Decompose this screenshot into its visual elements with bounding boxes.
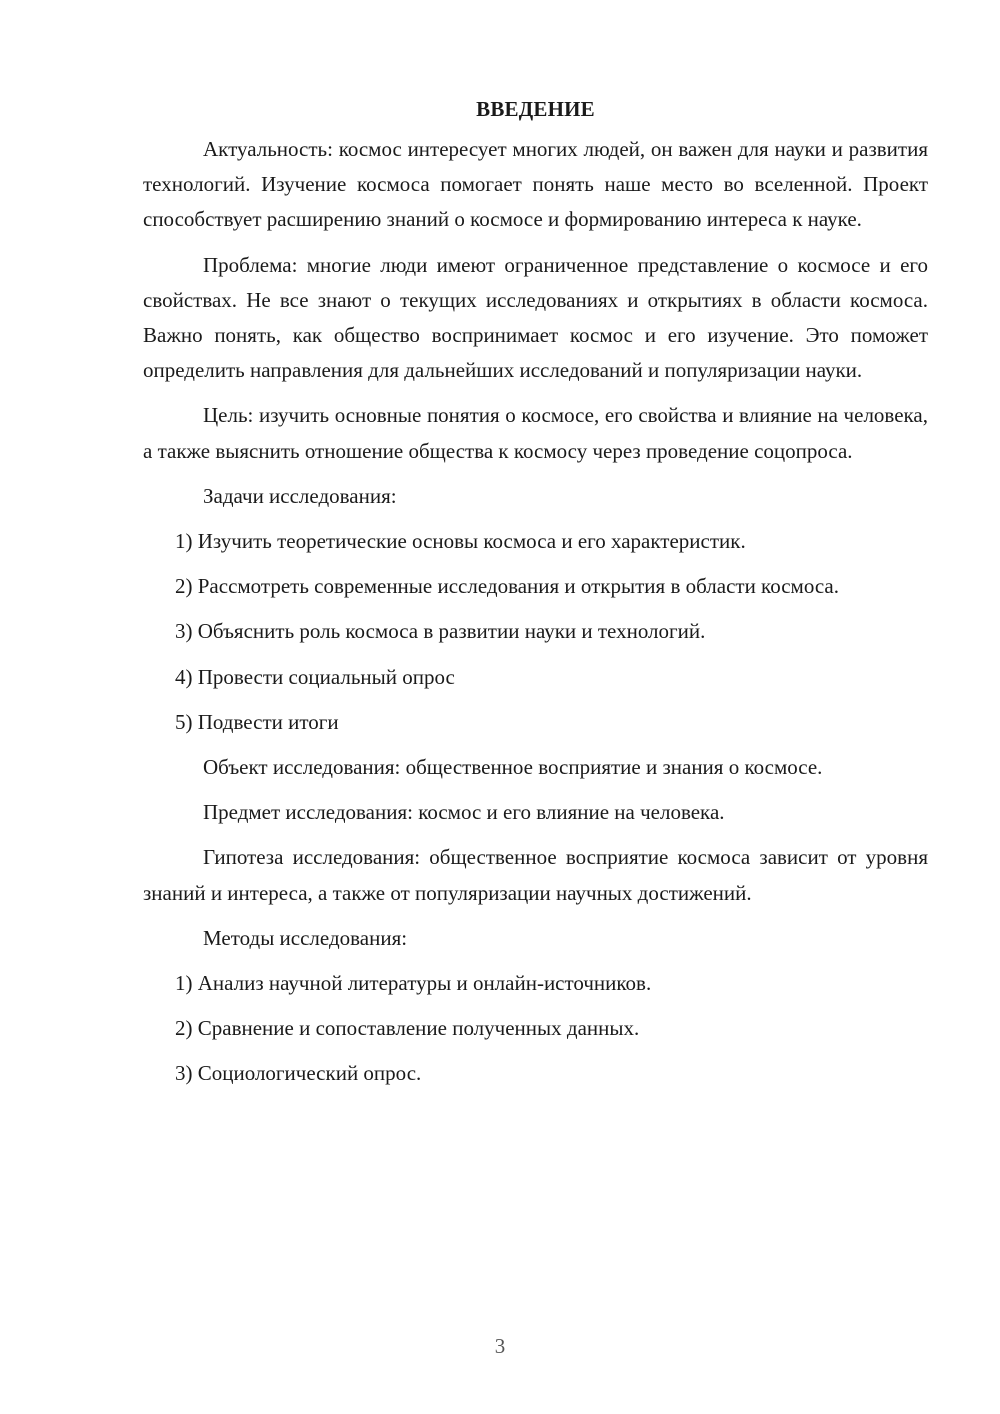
methods-heading: Методы исследования: (203, 925, 408, 950)
problem-paragraph: Проблема: многие люди имеют ограниченное представление о космосе и его свойствах. Не все знают о текущих исследованиях и открытиях в области космоса. Важно понять, как общество воспринимает космос и его изучение. Это поможет определить направления для дальнейших исследований и популяризации науки. (143, 252, 928, 383)
method-item: 1) Анализ научной литературы и онлайн-источников. (175, 971, 652, 996)
relevance-paragraph: Актуальность: космос интересует многих людей, он важен для науки и развития технологий. Изучение космоса помогает понять наше место во вселенной. Проект способствует расширению знаний о космосе и формированию интереса к науке. (143, 137, 928, 232)
tasks-heading: Задачи исследования: (203, 483, 397, 508)
method-item: 3) Социологический опрос. (175, 1061, 422, 1086)
goal-paragraph: Цель: изучить основные понятия о космосе, его свойства и влияние на человека, а также выяснить отношение общества к космосу через проведение соцопроса. (143, 403, 928, 463)
task-item: 4) Провести социальный опрос (175, 664, 455, 689)
task-item: 3) Объяснить роль космоса в развитии науки и технологий. (175, 619, 706, 644)
document-page (143, 92, 928, 1102)
task-item: 2) Рассмотреть современные исследования и открытия в области космоса. (175, 574, 839, 599)
object-paragraph: Объект исследования: общественное восприятие и знания о космосе. (203, 755, 823, 780)
page-number: 3 (494, 1334, 506, 1358)
section-heading: ВВЕДЕНИЕ (476, 97, 595, 121)
task-item: 5) Подвести итоги (175, 709, 339, 734)
method-item: 2) Сравнение и сопоставление полученных данных. (175, 1016, 640, 1041)
subject-paragraph: Предмет исследования: космос и его влияние на человека. (203, 800, 725, 825)
hypothesis-paragraph: Гипотеза исследования: общественное восприятие космоса зависит от уровня знаний и интереса, а также от популяризации научных достижений. (143, 845, 928, 905)
task-item: 1) Изучить теоретические основы космоса и его характеристик. (175, 529, 746, 554)
